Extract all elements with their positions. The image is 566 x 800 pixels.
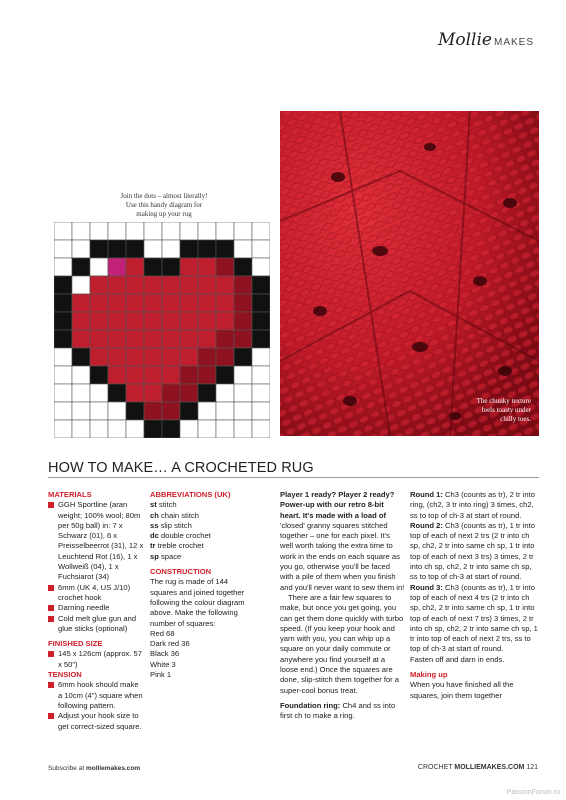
grid-cell	[198, 384, 216, 402]
grid-cell	[144, 258, 162, 276]
grid-cell	[252, 294, 270, 312]
abbreviations-heading: ABBREVIATIONS (UK)	[150, 490, 231, 499]
grid-cell	[108, 348, 126, 366]
grid-cell	[144, 348, 162, 366]
grid-cell	[144, 402, 162, 420]
grid-cell	[252, 366, 270, 384]
grid-cell	[198, 294, 216, 312]
grid-cell	[216, 330, 234, 348]
grid-cell	[54, 276, 72, 294]
grid-cell	[72, 222, 90, 240]
grid-cell	[234, 312, 252, 330]
grid-cell	[162, 348, 180, 366]
grid-cell	[234, 402, 252, 420]
grid-cell	[144, 366, 162, 384]
grid-cell	[54, 366, 72, 384]
grid-cell	[216, 348, 234, 366]
grid-cell	[72, 348, 90, 366]
grid-cell	[126, 384, 144, 402]
square-count: Red 68	[150, 628, 175, 638]
grid-cell	[180, 222, 198, 240]
grid-cell	[54, 384, 72, 402]
grid-cell	[72, 276, 90, 294]
finished-size-heading: FINISHED SIZE	[48, 639, 103, 649]
grid-cell	[198, 240, 216, 258]
grid-cell	[162, 222, 180, 240]
grid-cell	[90, 240, 108, 258]
grid-cell	[144, 312, 162, 330]
grid-cell	[234, 240, 252, 258]
grid-cell	[90, 402, 108, 420]
grid-cell	[90, 348, 108, 366]
construction-heading: CONSTRUCTION	[150, 567, 212, 577]
footer-site: MOLLIEMAKES.COM	[454, 764, 525, 771]
grid-cell	[198, 330, 216, 348]
materials-heading: MATERIALS	[48, 490, 92, 499]
fasten-off: Fasten off and darn in ends.	[410, 654, 505, 664]
grid-cell	[126, 312, 144, 330]
grid-cell	[126, 240, 144, 258]
grid-cell	[234, 420, 252, 438]
making-up-text: When you have finished all the squares, join them together	[410, 680, 514, 700]
grid-cell	[216, 384, 234, 402]
grid-cell	[108, 330, 126, 348]
bullet-square-icon	[48, 713, 54, 719]
grid-cell	[144, 222, 162, 240]
round-instruction: Round 1: Ch3 (counts as tr), 2 tr into ring, (ch2, 3 tr into ring) 3 times, ch2, ss to top of ch-3 at start of round.	[410, 490, 535, 520]
grid-cell	[216, 420, 234, 438]
tension-heading: TENSION	[48, 670, 82, 680]
grid-cell	[108, 258, 126, 276]
tension-item: 6mm hook should make a 10cm (4") square when following pattern.	[48, 680, 144, 711]
grid-cell	[180, 402, 198, 420]
grid-cell	[252, 222, 270, 240]
logo-caps: MAKES	[493, 37, 534, 48]
grid-cell	[234, 330, 252, 348]
crochet-rug-photo	[280, 111, 539, 436]
grid-cell	[126, 294, 144, 312]
grid-cell	[54, 402, 72, 420]
bullet-square-icon	[48, 502, 54, 508]
square-count: Dark red 36	[150, 639, 190, 649]
grid-cell	[72, 312, 90, 330]
grid-cell	[126, 366, 144, 384]
grid-cell	[234, 258, 252, 276]
grid-cell	[90, 384, 108, 402]
magazine-logo	[438, 30, 534, 50]
tension-item: Adjust your hook size to get correct-sized square.	[48, 711, 144, 732]
photo-image	[280, 111, 539, 436]
bullet-square-icon	[48, 605, 54, 611]
column-4	[410, 490, 540, 701]
grid-cell	[162, 276, 180, 294]
footer-page-info	[418, 764, 538, 771]
grid-cell	[162, 366, 180, 384]
grid-cell	[144, 384, 162, 402]
grid-cell	[216, 276, 234, 294]
grid-cell	[54, 258, 72, 276]
grid-cell	[234, 276, 252, 294]
grid-cell	[252, 384, 270, 402]
grid-cell	[144, 240, 162, 258]
grid-cell	[108, 366, 126, 384]
bullet-square-icon	[48, 682, 54, 688]
grid-cell	[108, 402, 126, 420]
column-3	[280, 490, 405, 722]
grid-cell	[108, 276, 126, 294]
abbreviation-row: tr treble crochet	[150, 541, 204, 551]
grid-cell	[198, 348, 216, 366]
construction-text: The rug is made of 144 squares and joined together following the colour diagram above. Make the following number of squares:	[150, 577, 245, 628]
making-up-heading: Making up	[410, 670, 448, 680]
abbreviation-row: ss slip stitch	[150, 520, 192, 530]
grid-cell	[72, 420, 90, 438]
square-count: White 3	[150, 659, 176, 669]
diagram-caption-line: Use this handy diagram for	[125, 201, 203, 209]
grid-cell	[90, 276, 108, 294]
grid-cell	[180, 312, 198, 330]
grid-cell	[72, 402, 90, 420]
grid-cell	[126, 330, 144, 348]
grid-cell	[108, 384, 126, 402]
grid-cell	[144, 330, 162, 348]
grid-cell	[180, 384, 198, 402]
bullet-square-icon	[48, 651, 54, 657]
grid-cell	[108, 240, 126, 258]
diagram-caption-line: making up your rug	[136, 210, 192, 218]
grid-cell	[180, 330, 198, 348]
foundation-ring: Foundation ring: Ch4 and ss into first ch to make a ring.	[280, 700, 396, 721]
grid-cell	[252, 402, 270, 420]
grid-cell	[234, 294, 252, 312]
photo-caption-line: The chunky texture	[476, 397, 531, 405]
grid-cell	[198, 312, 216, 330]
grid-cell	[108, 420, 126, 438]
grid-cell	[162, 384, 180, 402]
grid-cell	[162, 420, 180, 438]
grid-cell	[216, 240, 234, 258]
grid-cell	[54, 222, 72, 240]
grid-cell	[108, 222, 126, 240]
finished-size-item: 145 x 126cm (approx. 57 x 50")	[48, 649, 144, 670]
round-instruction: Round 2: Ch3 (counts as tr), 1 tr into top of each of next 2 trs (2 tr into ch sp, ch2, 2 tr into same ch sp, 1 tr into top of each of next 3 trs) 3 times, 2 tr into ch sp, ch2, 2 tr into same ch sp, ss to top of ch-3 at start of round.	[410, 520, 535, 582]
grid-cell	[126, 402, 144, 420]
materials-item: Darning needle	[48, 603, 144, 613]
grid-cell	[54, 312, 72, 330]
section-divider	[48, 477, 539, 478]
grid-cell	[252, 420, 270, 438]
column-1	[48, 490, 144, 732]
materials-item: GGH Sportline (aran weight; 100% wool; 80m per 50g ball) in: 7 x Schwarz (01), 6 x Preisselbeerrot (31), 12 x Leuchtend Rot (16), 1 x Wollweiß (04), 1 x Fuchsiarot (34)	[48, 500, 144, 582]
grid-cell	[126, 420, 144, 438]
grid-cell	[108, 312, 126, 330]
intro-lead: Player 1 ready? Player 2 ready? Power-up with our retro 8-bit heart. It's made with a load of	[280, 490, 395, 520]
grid-cell	[180, 366, 198, 384]
grid-cell	[252, 330, 270, 348]
grid-cell	[90, 420, 108, 438]
grid-cell	[216, 312, 234, 330]
grid-cell	[198, 420, 216, 438]
grid-cell	[252, 276, 270, 294]
diagram-caption	[104, 192, 224, 219]
grid-cell	[234, 366, 252, 384]
intro-paragraph: There are a fair few squares to make, but once you get going, you can get them done quickly with turbo speed. (If you keep your hook and yarn with you, you can whip up a square on your daily commute or anywhere you find yourself at a loose end.) Once the squares are done, slip-stitch them together for a super-cool bonus treat.	[280, 592, 404, 695]
round-instruction: Round 3: Ch3 (counts as tr), 1 tr into top of each of next 4 trs (2 tr into ch sp, ch2, 2 tr into same ch sp, 1 tr into top of each of next 7 trs) 3 times, 2 tr into ch sp, ch2, 2 tr into same ch sp, 1 tr into top of each of next 2 trs, ss to top of ch-3 at start of round.	[410, 582, 538, 654]
grid-cell	[216, 366, 234, 384]
section-title: HOW TO MAKE… A CROCHETED RUG	[48, 460, 314, 476]
subscribe-link[interactable]: molliemakes.com	[85, 765, 141, 772]
grid-cell	[144, 420, 162, 438]
grid-cell	[180, 294, 198, 312]
materials-item: 6mm (UK 4, US J/10) crochet hook	[48, 583, 144, 604]
grid-cell	[72, 330, 90, 348]
grid-cell	[198, 258, 216, 276]
grid-cell	[216, 258, 234, 276]
grid-cell	[72, 366, 90, 384]
grid-cell	[54, 294, 72, 312]
grid-cell	[162, 240, 180, 258]
grid-cell	[180, 240, 198, 258]
grid-cell	[90, 366, 108, 384]
grid-cell	[54, 420, 72, 438]
abbreviation-row: sp space	[150, 551, 182, 561]
grid-cell	[180, 276, 198, 294]
grid-cell	[198, 366, 216, 384]
intro-paragraph: 'closed' granny squares stitched together – one for each pixel. It's well worth taking the extra time to work in the ends on each square as you go, otherwise you'll be faced with a pile of them when you finish and you'll never want to sew them in!	[280, 520, 405, 592]
page-number: 121	[526, 764, 538, 771]
grid-cell	[180, 420, 198, 438]
grid-cell	[126, 276, 144, 294]
grid-cell	[90, 312, 108, 330]
grid-cell	[198, 276, 216, 294]
diagram-caption-line: Join the dots – almost literally!	[120, 192, 208, 200]
grid-cell	[54, 240, 72, 258]
grid-cell	[144, 294, 162, 312]
column-2	[150, 490, 250, 680]
grid-cell	[216, 294, 234, 312]
grid-cell	[252, 240, 270, 258]
grid-cell	[234, 222, 252, 240]
square-count: Black 36	[150, 649, 180, 659]
grid-cell	[252, 312, 270, 330]
grid-cell	[162, 258, 180, 276]
grid-cell	[252, 348, 270, 366]
grid-cell	[252, 258, 270, 276]
grid-cell	[216, 222, 234, 240]
bullet-square-icon	[48, 616, 54, 622]
grid-cell	[54, 330, 72, 348]
abbreviation-row: dc double crochet	[150, 531, 211, 541]
abbreviation-row: st stitch	[150, 500, 177, 510]
photo-caption	[451, 397, 531, 424]
grid-cell	[126, 222, 144, 240]
grid-cell	[126, 348, 144, 366]
photo-caption-line: feels toasty under	[481, 406, 531, 414]
bullet-square-icon	[48, 585, 54, 591]
footer-section: CROCHET	[417, 764, 453, 771]
grid-cell	[198, 402, 216, 420]
grid-cell	[234, 348, 252, 366]
logo-script: Mollie	[437, 30, 492, 50]
grid-cell	[108, 294, 126, 312]
grid-cell	[54, 348, 72, 366]
grid-cell	[234, 384, 252, 402]
heart-pixel-diagram	[54, 222, 270, 438]
abbreviation-row: ch chain stitch	[150, 510, 199, 520]
grid-cell	[162, 330, 180, 348]
grid-cell	[72, 240, 90, 258]
materials-item: Cold melt glue gun and glue sticks (optional)	[48, 614, 144, 635]
grid-cell	[126, 258, 144, 276]
square-count: Pink 1	[150, 670, 172, 680]
grid-cell	[90, 294, 108, 312]
grid-cell	[90, 222, 108, 240]
grid-cell	[72, 384, 90, 402]
grid-cell	[144, 276, 162, 294]
grid-cell	[72, 294, 90, 312]
watermark: PassionForum.ru	[506, 789, 560, 796]
grid-cell	[180, 258, 198, 276]
grid-cell	[162, 402, 180, 420]
photo-caption-line: chilly toes.	[500, 415, 531, 423]
grid-cell	[90, 330, 108, 348]
footer-subscribe: Subscribe at molliemakes.com	[48, 765, 141, 772]
grid-cell	[72, 258, 90, 276]
grid-cell	[216, 402, 234, 420]
grid-cell	[180, 348, 198, 366]
grid-cell	[198, 222, 216, 240]
grid-cell	[162, 294, 180, 312]
grid-cell	[162, 312, 180, 330]
grid-cell	[90, 258, 108, 276]
